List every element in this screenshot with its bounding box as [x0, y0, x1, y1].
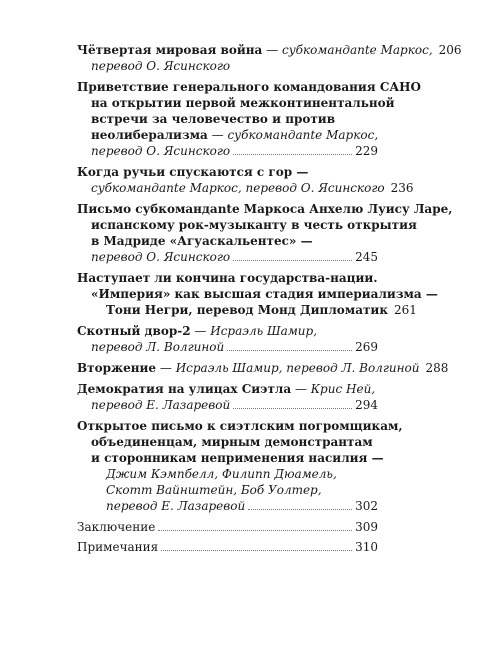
- toc-separator: —: [291, 382, 311, 396]
- dot-leader: [227, 349, 352, 351]
- toc-page-number: 288: [425, 361, 449, 375]
- toc-entry-title-line: встречи за человечество и против: [91, 112, 336, 126]
- toc-entry-title-line: в Мадриде «Агуаскальентес» —: [91, 234, 313, 248]
- toc-entry-line: [77, 42, 462, 58]
- toc-entry[interactable]: [77, 164, 414, 196]
- toc-entry-translator: перевод Е. Лазаревой: [91, 398, 231, 412]
- toc-entry-author: субкомандante Маркос,: [281, 43, 433, 57]
- toc-entry-line: [77, 302, 417, 318]
- dot-leader: [161, 549, 352, 551]
- toc-entry-conclusion[interactable]: [77, 519, 378, 535]
- toc-page-number: 310: [355, 540, 378, 554]
- toc-entry-title: Вторжение: [77, 361, 157, 375]
- toc-entry-line: [77, 249, 378, 265]
- toc-entry-title-line: и сторонникам неприменения насилия —: [91, 451, 384, 465]
- toc-entry-line: [77, 127, 378, 143]
- dot-leader: [158, 529, 352, 531]
- toc-entry-author: Исраэль Шамир, перевод Л. Волгиной: [175, 361, 420, 375]
- toc-entry-author: субкомандante Маркос,: [227, 128, 379, 142]
- toc-entry-line: [77, 498, 378, 514]
- toc-entry-title: Скотный двор-2: [77, 324, 191, 338]
- toc-page-number: 229: [355, 144, 378, 158]
- toc-entry[interactable]: [77, 201, 453, 265]
- toc-entry-translator: перевод Л. Волгиной: [91, 340, 225, 354]
- toc-entry-title: Чётвертая мировая война: [77, 43, 263, 57]
- toc-entry-translator: перевод О. Ясинского: [91, 144, 231, 158]
- toc-entry-title-line: Когда ручьи спускаются с гор —: [77, 165, 309, 179]
- toc-entry[interactable]: [77, 323, 378, 355]
- toc-entry[interactable]: [77, 42, 462, 74]
- toc-page-number: 294: [355, 398, 378, 412]
- toc-entry-author: субкомандante Маркос, перевод О. Ясинского: [91, 181, 385, 195]
- toc-entry-title: Демократия на улицах Сиэтла: [77, 382, 292, 396]
- toc-entry-author-line: Джим Кэмпбелл, Филипп Дюамель,: [106, 467, 337, 481]
- toc-entry-line: [77, 539, 378, 555]
- table-of-contents: [77, 42, 462, 559]
- toc-entry-translator: перевод О. Ясинского: [91, 59, 231, 73]
- dot-leader: [233, 407, 352, 409]
- toc-entry-title-line: объединенцам, мирным демонстрантам: [91, 435, 373, 449]
- toc-entry[interactable]: [77, 418, 403, 514]
- toc-entry[interactable]: [77, 270, 438, 318]
- toc-entry[interactable]: [77, 381, 378, 413]
- toc-separator: —: [156, 361, 176, 375]
- toc-page-number: 269: [355, 340, 378, 354]
- toc-entry-line: [77, 323, 378, 339]
- toc-entry[interactable]: [77, 360, 449, 376]
- toc-entry-author: Исраэль Шамир,: [210, 324, 318, 338]
- dot-leader: [233, 259, 352, 261]
- toc-separator: —: [190, 324, 211, 338]
- toc-entry-author: Тони Негри, перевод Монд Дипломатик: [106, 303, 388, 317]
- toc-entry-line: [77, 360, 449, 376]
- toc-entry-author: Крис Ней,: [310, 382, 376, 396]
- toc-page-number: 236: [390, 181, 414, 195]
- toc-entry-line: [77, 339, 378, 355]
- toc-entry-line: [77, 519, 378, 535]
- toc-page-number: 261: [394, 303, 417, 317]
- toc-page-number: 302: [355, 499, 378, 513]
- toc-entry-author: перевод О. Ясинского: [91, 250, 231, 264]
- toc-entry-line: [77, 381, 378, 397]
- toc-page-number: 245: [355, 250, 378, 264]
- toc-entry-title-line: на открытии первой межконтинентальной: [91, 96, 395, 110]
- toc-separator: —: [262, 43, 282, 57]
- toc-entry-translator: перевод Е. Лазаревой: [106, 499, 246, 513]
- toc-entry-title-line: Приветствие генерального командования САНО: [77, 80, 421, 94]
- toc-page-number: 309: [355, 520, 378, 534]
- toc-entry-title-line: Наступает ли кончина государства-нации.: [77, 271, 378, 285]
- dot-leader: [248, 508, 352, 510]
- toc-entry-title-line: Письмо субкомандante Маркоса Анхелю Луису Ларе,: [77, 202, 453, 216]
- toc-entry-title: неолиберализма: [91, 128, 208, 142]
- toc-entry-author-line: Скотт Вайнштейн, Боб Уолтер,: [106, 483, 322, 497]
- toc-entry-notes[interactable]: [77, 539, 378, 555]
- toc-entry-line: [77, 180, 414, 196]
- toc-entry-title-line: испанскому рок-музыканту в честь открытия: [91, 218, 417, 232]
- toc-entry-line: [77, 397, 378, 413]
- dot-leader: [233, 153, 352, 155]
- toc-separator: —: [207, 128, 228, 142]
- toc-page-number: 206: [438, 43, 462, 57]
- toc-entry-label: Примечания: [77, 540, 159, 554]
- toc-entry-title-line: Открытое письмо к сиэтлским погромщикам,: [77, 419, 403, 433]
- toc-entry-label: Заключение: [77, 520, 156, 534]
- toc-entry-title-line: «Империя» как высшая стадия империализма —: [91, 287, 438, 301]
- toc-entry-line: [77, 143, 378, 159]
- toc-entry[interactable]: [77, 79, 421, 159]
